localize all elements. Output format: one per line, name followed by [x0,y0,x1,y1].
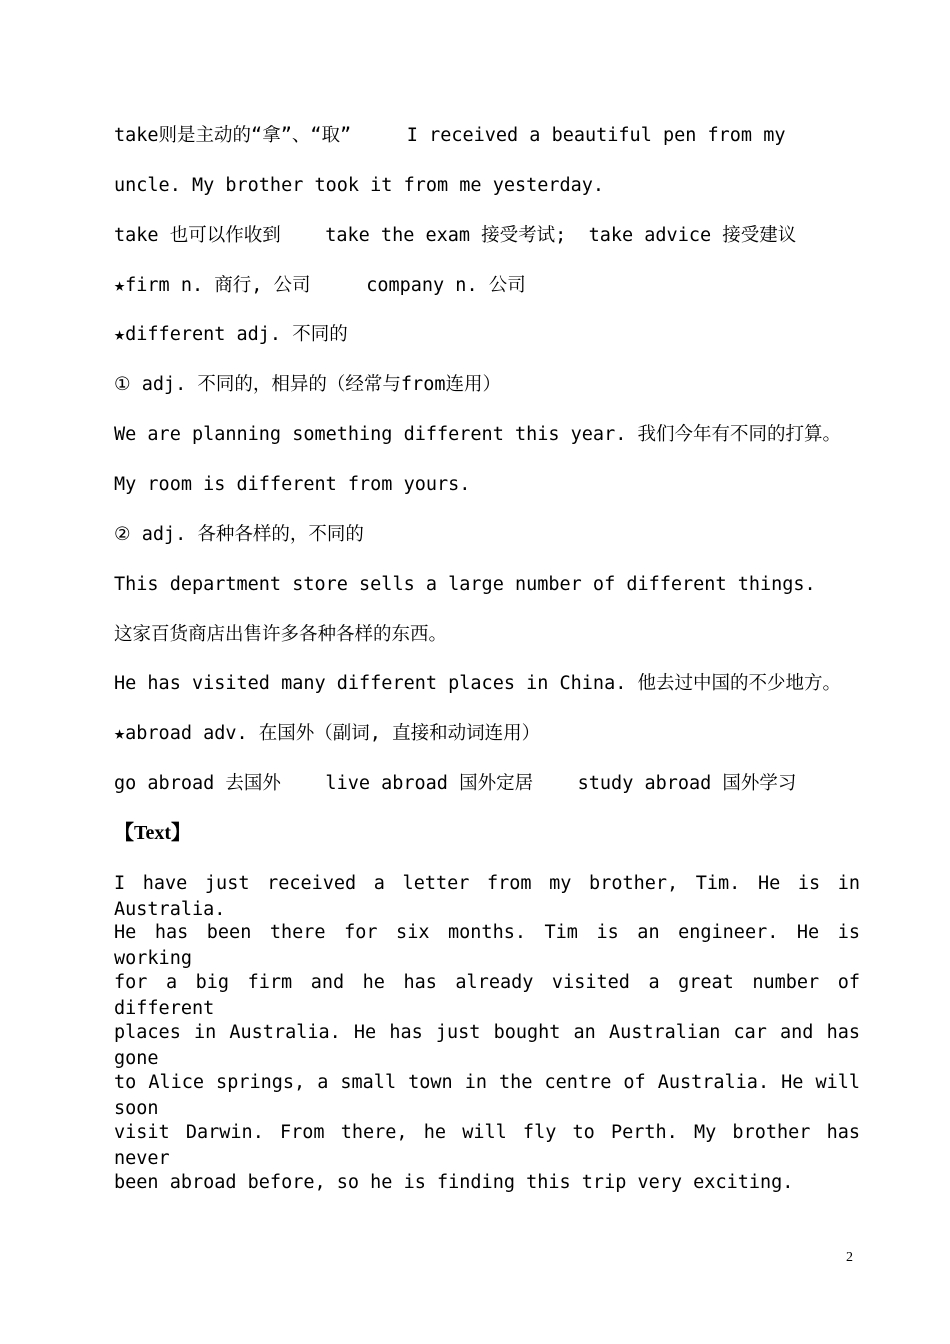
text-line-3: for a big firm and he has already visited a great number of different [114,972,860,1019]
page-number: 2 [846,1250,853,1265]
text-line-7: been abroad before, so he is finding this trip very exciting. [114,1172,794,1193]
vocab-entry-firm: ★firm n. 商行, 公司 company n. 公司 [114,275,526,296]
vocab-line-1: take则是主动的“拿”、“取” I received a beautiful pen from my [114,125,786,146]
text-line-1: I have just received a letter from my brother, Tim. He is in Australia. [114,873,860,920]
example-translation: 这家百货商店出售许多各种各样的东西。 [114,624,448,645]
vocab-entry-abroad: ★abroad adv. 在国外（副词, 直接和动词连用） [114,723,541,744]
text-line-4: places in Australia. He has just bought an Australian car and has gone [114,1022,860,1069]
vocab-entry-different: ★different adj. 不同的 [114,324,348,345]
example-line-2: My room is different from yours. [114,474,471,495]
example-line-1: We are planning something different this year. 我们今年有不同的打算。 [114,424,841,445]
vocab-line-3: take 也可以作收到 take the exam 接受考试; take advice 接受建议 [114,225,797,246]
text-line-2: He has been there for six months. Tim is an engineer. He is working [114,922,860,969]
example-line-3: This department store sells a large number of different things. [114,574,816,595]
text-line-6: visit Darwin. From there, he will fly to Perth. My brother has never [114,1122,860,1169]
sense-2: ② adj. 各种各样的，不同的 [114,524,364,545]
section-heading: 【Text】 [114,822,192,844]
phrase-line: go abroad 去国外 live abroad 国外定居 study abroad 国外学习 [114,773,797,794]
sense-1: ① adj. 不同的，相异的（经常与from连用） [114,374,501,395]
vocab-line-2: uncle. My brother took it from me yesterday. [114,175,605,196]
example-line-4: He has visited many different places in China. 他去过中国的不少地方。 [114,673,841,694]
text-line-5: to Alice springs, a small town in the centre of Australia. He will soon [114,1072,860,1119]
